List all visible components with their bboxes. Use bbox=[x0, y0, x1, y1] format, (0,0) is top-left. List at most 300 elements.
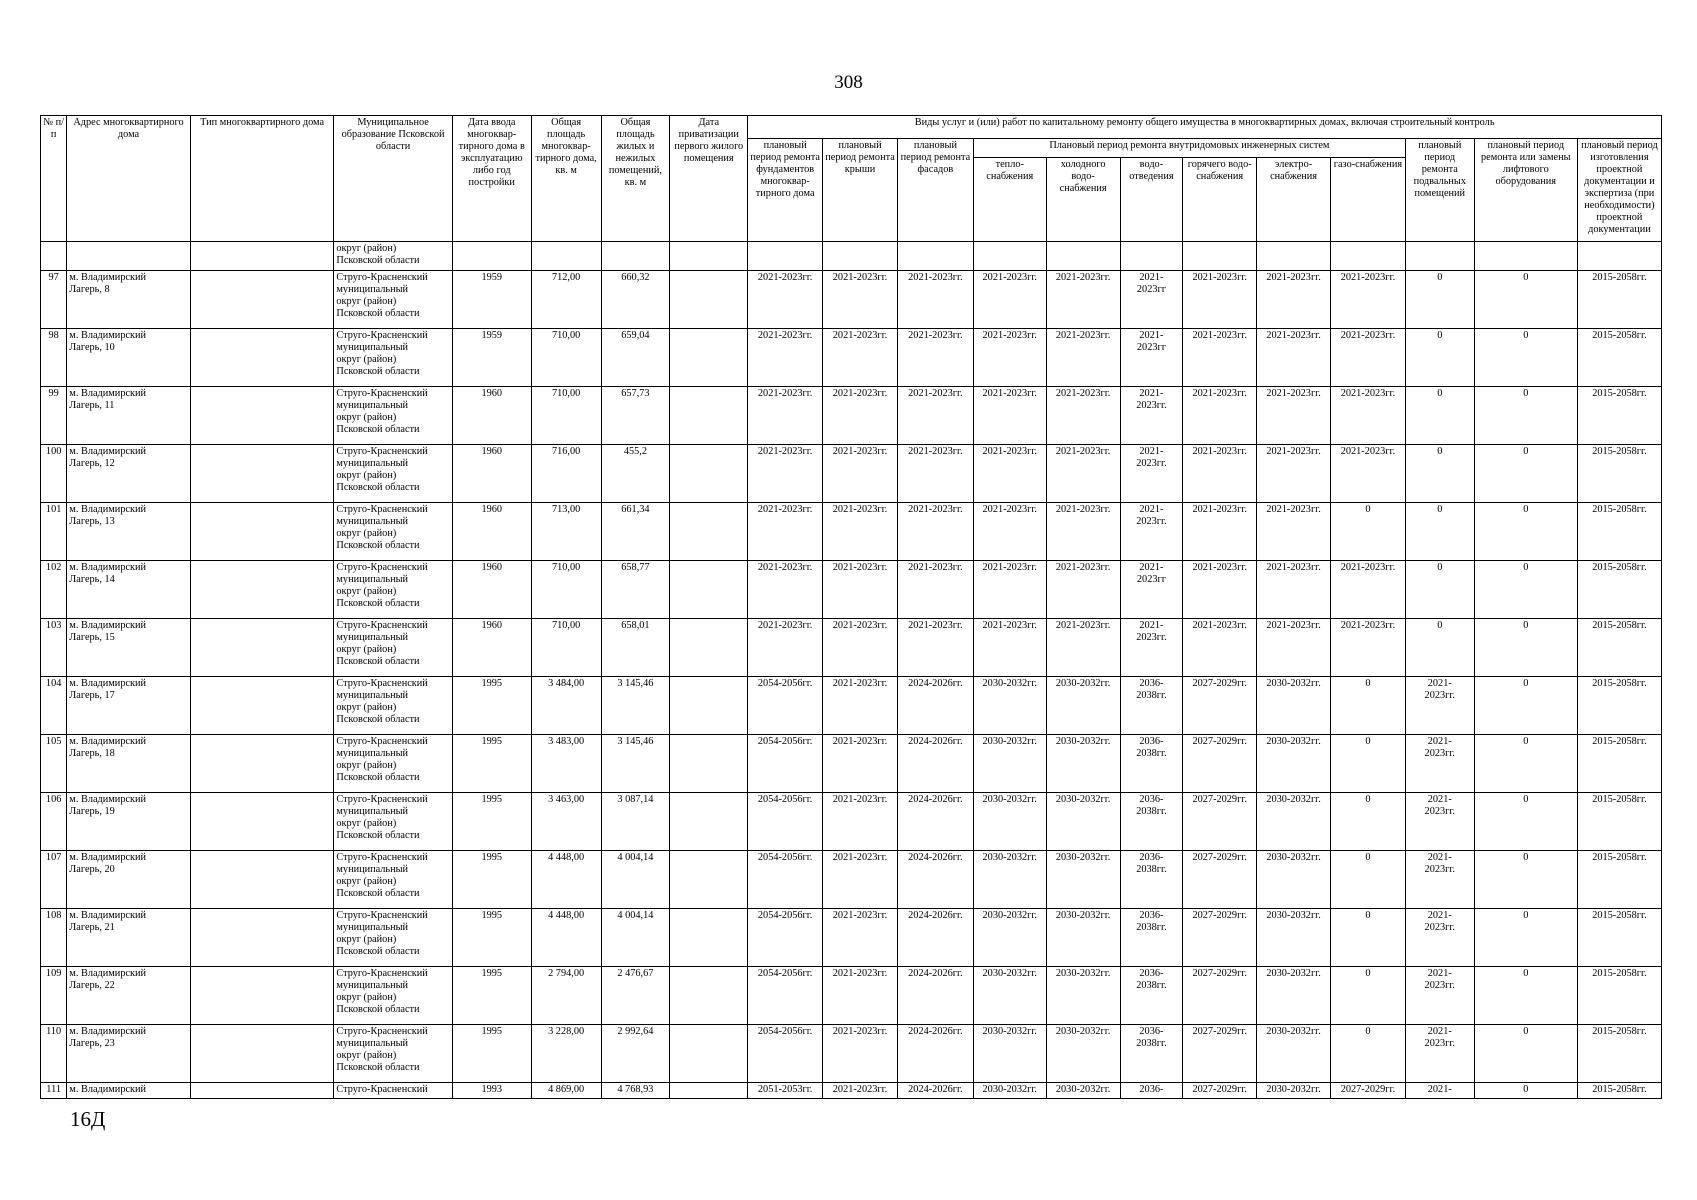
cell-cold-water: 2021-2023гг. bbox=[1046, 445, 1120, 503]
cell-facade: 2024-2026гг. bbox=[897, 677, 973, 735]
cell-gas: 2021-2023гг. bbox=[1331, 445, 1406, 503]
cell-basement: 0 bbox=[1405, 445, 1474, 503]
cell-facade: 2024-2026гг. bbox=[897, 1025, 973, 1083]
cell-privatization bbox=[670, 1025, 748, 1083]
cell-hot-water: 2027-2029гг. bbox=[1183, 1083, 1257, 1099]
cell-design: 2015-2058гг. bbox=[1577, 851, 1661, 909]
cell-heat: 2021-2023гг. bbox=[973, 619, 1046, 677]
cell-municipality: Струго-Красненский муниципальный округ (район) Псковской области bbox=[334, 619, 452, 677]
cell-year: 1995 bbox=[452, 909, 531, 967]
cell-foundation: 2021-2023гг. bbox=[748, 445, 823, 503]
cell-roof: 2021-2023гг. bbox=[823, 561, 898, 619]
cell-hot-water: 2021-2023гг. bbox=[1183, 503, 1257, 561]
cell-design: 2015-2058гг. bbox=[1577, 1083, 1661, 1099]
page-number: 308 bbox=[834, 72, 863, 93]
cell-num: 110 bbox=[41, 1025, 67, 1083]
table-row bbox=[41, 967, 1662, 1025]
cell-gas: 0 bbox=[1331, 503, 1406, 561]
header-drainage: водо-отведения bbox=[1120, 158, 1183, 242]
cell-year: 1995 bbox=[452, 793, 531, 851]
cell-elevator: 0 bbox=[1474, 387, 1577, 445]
cell-drainage: 2036- 2038гг. bbox=[1120, 909, 1183, 967]
cell-total-area: 3 483,00 bbox=[531, 735, 601, 793]
cell-basement: 2021- 2023гг. bbox=[1405, 967, 1474, 1025]
cell-foundation: 2054-2056гг. bbox=[748, 909, 823, 967]
cell-privatization bbox=[670, 387, 748, 445]
cell-type bbox=[190, 1025, 334, 1083]
cell-municipality: Струго-Красненский муниципальный округ (район) Псковской области bbox=[334, 793, 452, 851]
cell-num: 101 bbox=[41, 503, 67, 561]
header-address: Адрес многоквартирного дома bbox=[67, 116, 190, 242]
cell-electricity: 2030-2032гг. bbox=[1257, 1083, 1331, 1099]
cell-address: м. Владимирский Лагерь, 23 bbox=[67, 1025, 190, 1083]
cell-gas: 0 bbox=[1331, 677, 1406, 735]
cell-residential-area: 657,73 bbox=[601, 387, 670, 445]
cell-gas: 0 bbox=[1331, 967, 1406, 1025]
header-privatization-date: Дата приватизации первого жилого помещения bbox=[670, 116, 748, 242]
cell-cold-water: 2030-2032гг. bbox=[1046, 677, 1120, 735]
header-elevator: плановый период ремонта или замены лифтового оборудования bbox=[1474, 139, 1577, 242]
cell-municipality: Струго-Красненский муниципальный округ (район) Псковской области bbox=[334, 735, 452, 793]
cell-municipality: Струго-Красненский муниципальный округ (район) Псковской области bbox=[334, 445, 452, 503]
header-works-group: Виды услуг и (или) работ по капитальному ремонту общего имущества в многоквартирных домах, включая строительный контроль bbox=[748, 116, 1662, 139]
cell-num: 103 bbox=[41, 619, 67, 677]
cell-foundation: 2021-2023гг. bbox=[748, 561, 823, 619]
cell-hot-water: 2027-2029гг. bbox=[1183, 967, 1257, 1025]
cell-roof: 2021-2023гг. bbox=[823, 793, 898, 851]
cell-facade: 2024-2026гг. bbox=[897, 909, 973, 967]
cell-drainage: 2021- 2023гг bbox=[1120, 271, 1183, 329]
cell-privatization bbox=[670, 677, 748, 735]
cell-hot-water: 2021-2023гг. bbox=[1183, 329, 1257, 387]
cell-basement: 2021- bbox=[1405, 1083, 1474, 1099]
cell-drainage: 2036- 2038гг. bbox=[1120, 967, 1183, 1025]
cell-facade: 2021-2023гг. bbox=[897, 445, 973, 503]
cell-residential-area: 658,77 bbox=[601, 561, 670, 619]
cell-roof: 2021-2023гг. bbox=[823, 1025, 898, 1083]
cell-facade: 2021-2023гг. bbox=[897, 329, 973, 387]
continuation-municipality: округ (район) Псковской области bbox=[334, 242, 452, 271]
cell-cold-water: 2030-2032гг. bbox=[1046, 909, 1120, 967]
cell-address: м. Владимирский Лагерь, 8 bbox=[67, 271, 190, 329]
cell-privatization bbox=[670, 735, 748, 793]
cell-year: 1960 bbox=[452, 503, 531, 561]
cell-address: м. Владимирский Лагерь, 13 bbox=[67, 503, 190, 561]
cell-heat: 2021-2023гг. bbox=[973, 329, 1046, 387]
cell-basement: 0 bbox=[1405, 561, 1474, 619]
header-roof: плановый период ремонта крыши bbox=[823, 139, 898, 242]
cell-design: 2015-2058гг. bbox=[1577, 909, 1661, 967]
cell-municipality: Струго-Красненский муниципальный округ (район) Псковской области bbox=[334, 967, 452, 1025]
cell-address: м. Владимирский Лагерь, 10 bbox=[67, 329, 190, 387]
cell-elevator: 0 bbox=[1474, 967, 1577, 1025]
cell-foundation: 2054-2056гг. bbox=[748, 735, 823, 793]
cell-drainage: 2021- 2023гг. bbox=[1120, 387, 1183, 445]
cell-total-area: 4 448,00 bbox=[531, 909, 601, 967]
cell-drainage: 2036- 2038гг. bbox=[1120, 735, 1183, 793]
cell-cold-water: 2030-2032гг. bbox=[1046, 735, 1120, 793]
cell-residential-area: 2 992,64 bbox=[601, 1025, 670, 1083]
cell-cold-water: 2030-2032гг. bbox=[1046, 1025, 1120, 1083]
cell-total-area: 716,00 bbox=[531, 445, 601, 503]
cell-total-area: 3 228,00 bbox=[531, 1025, 601, 1083]
cell-drainage: 2021- 2023гг bbox=[1120, 329, 1183, 387]
cell-hot-water: 2021-2023гг. bbox=[1183, 271, 1257, 329]
cell-basement: 2021- 2023гг. bbox=[1405, 909, 1474, 967]
cell-cold-water: 2030-2032гг. bbox=[1046, 851, 1120, 909]
cell-address: м. Владимирский bbox=[67, 1083, 190, 1099]
cell-num: 102 bbox=[41, 561, 67, 619]
cell-num: 98 bbox=[41, 329, 67, 387]
cell-heat: 2030-2032гг. bbox=[973, 1025, 1046, 1083]
cell-heat: 2030-2032гг. bbox=[973, 967, 1046, 1025]
cell-electricity: 2030-2032гг. bbox=[1257, 909, 1331, 967]
cell-roof: 2021-2023гг. bbox=[823, 851, 898, 909]
cell-year: 1960 bbox=[452, 387, 531, 445]
cell-year: 1995 bbox=[452, 1025, 531, 1083]
cell-heat: 2021-2023гг. bbox=[973, 445, 1046, 503]
header-municipality: Муниципальное образование Псковской области bbox=[334, 116, 452, 242]
cell-hot-water: 2021-2023гг. bbox=[1183, 445, 1257, 503]
header-engineering-group: Плановый период ремонта внутридомовых инженерных систем bbox=[973, 139, 1405, 158]
cell-hot-water: 2027-2029гг. bbox=[1183, 851, 1257, 909]
cell-total-area: 4 869,00 bbox=[531, 1083, 601, 1099]
cell-type bbox=[190, 619, 334, 677]
cell-basement: 0 bbox=[1405, 387, 1474, 445]
cell-foundation: 2054-2056гг. bbox=[748, 793, 823, 851]
cell-facade: 2024-2026гг. bbox=[897, 851, 973, 909]
footer-mark: 16Д bbox=[70, 1107, 106, 1131]
cell-electricity: 2021-2023гг. bbox=[1257, 561, 1331, 619]
cell-municipality: Струго-Красненский муниципальный округ (район) Псковской области bbox=[334, 909, 452, 967]
cell-heat: 2021-2023гг. bbox=[973, 387, 1046, 445]
cell-hot-water: 2021-2023гг. bbox=[1183, 561, 1257, 619]
cell-elevator: 0 bbox=[1474, 851, 1577, 909]
cell-design: 2015-2058гг. bbox=[1577, 735, 1661, 793]
cell-cold-water: 2021-2023гг. bbox=[1046, 329, 1120, 387]
cell-num: 108 bbox=[41, 909, 67, 967]
cell-roof: 2021-2023гг. bbox=[823, 1083, 898, 1099]
cell-facade: 2024-2026гг. bbox=[897, 793, 973, 851]
cell-elevator: 0 bbox=[1474, 329, 1577, 387]
header-electricity: электро-снабжения bbox=[1257, 158, 1331, 242]
cell-municipality: Струго-Красненский муниципальный округ (район) Псковской области bbox=[334, 1025, 452, 1083]
cell-hot-water: 2021-2023гг. bbox=[1183, 387, 1257, 445]
cell-foundation: 2021-2023гг. bbox=[748, 503, 823, 561]
cell-facade: 2021-2023гг. bbox=[897, 619, 973, 677]
cell-type bbox=[190, 677, 334, 735]
cell-drainage: 2036- 2038гг. bbox=[1120, 793, 1183, 851]
cell-elevator: 0 bbox=[1474, 1025, 1577, 1083]
cell-type bbox=[190, 445, 334, 503]
cell-foundation: 2021-2023гг. bbox=[748, 387, 823, 445]
cell-privatization bbox=[670, 329, 748, 387]
cell-electricity: 2030-2032гг. bbox=[1257, 793, 1331, 851]
cell-address: м. Владимирский Лагерь, 12 bbox=[67, 445, 190, 503]
cell-electricity: 2030-2032гг. bbox=[1257, 677, 1331, 735]
cell-municipality: Струго-Красненский муниципальный округ (район) Псковской области bbox=[334, 271, 452, 329]
cell-elevator: 0 bbox=[1474, 735, 1577, 793]
cell-num: 105 bbox=[41, 735, 67, 793]
cell-num: 109 bbox=[41, 967, 67, 1025]
cell-year: 1959 bbox=[452, 329, 531, 387]
table-row bbox=[41, 271, 1662, 329]
cell-heat: 2030-2032гг. bbox=[973, 851, 1046, 909]
header-gas: газо-снабжения bbox=[1331, 158, 1406, 242]
cell-foundation: 2054-2056гг. bbox=[748, 851, 823, 909]
cell-roof: 2021-2023гг. bbox=[823, 909, 898, 967]
cell-municipality: Струго-Красненский bbox=[334, 1083, 452, 1099]
cell-total-area: 2 794,00 bbox=[531, 967, 601, 1025]
table-row bbox=[41, 735, 1662, 793]
cell-address: м. Владимирский Лагерь, 21 bbox=[67, 909, 190, 967]
cell-hot-water: 2027-2029гг. bbox=[1183, 793, 1257, 851]
cell-type bbox=[190, 851, 334, 909]
cell-address: м. Владимирский Лагерь, 11 bbox=[67, 387, 190, 445]
cell-municipality: Струго-Красненский муниципальный округ (район) Псковской области bbox=[334, 561, 452, 619]
cell-municipality: Струго-Красненский муниципальный округ (район) Псковской области bbox=[334, 677, 452, 735]
cell-elevator: 0 bbox=[1474, 561, 1577, 619]
cell-hot-water: 2027-2029гг. bbox=[1183, 677, 1257, 735]
cell-residential-area: 4 004,14 bbox=[601, 851, 670, 909]
cell-gas: 2021-2023гг. bbox=[1331, 329, 1406, 387]
cell-foundation: 2054-2056гг. bbox=[748, 677, 823, 735]
cell-electricity: 2030-2032гг. bbox=[1257, 1025, 1331, 1083]
cell-facade: 2021-2023гг. bbox=[897, 503, 973, 561]
cell-address: м. Владимирский Лагерь, 18 bbox=[67, 735, 190, 793]
cell-cold-water: 2030-2032гг. bbox=[1046, 1083, 1120, 1099]
cell-type bbox=[190, 1083, 334, 1099]
cell-drainage: 2036- 2038гг. bbox=[1120, 851, 1183, 909]
cell-gas: 0 bbox=[1331, 1025, 1406, 1083]
cell-foundation: 2054-2056гг. bbox=[748, 967, 823, 1025]
header-num: № п/п bbox=[41, 116, 67, 242]
cell-type bbox=[190, 503, 334, 561]
cell-gas: 2021-2023гг. bbox=[1331, 271, 1406, 329]
cell-roof: 2021-2023гг. bbox=[823, 387, 898, 445]
cell-type bbox=[190, 329, 334, 387]
cell-year: 1960 bbox=[452, 445, 531, 503]
cell-roof: 2021-2023гг. bbox=[823, 503, 898, 561]
cell-privatization bbox=[670, 619, 748, 677]
cell-residential-area: 660,32 bbox=[601, 271, 670, 329]
cell-hot-water: 2027-2029гг. bbox=[1183, 1025, 1257, 1083]
cell-type bbox=[190, 561, 334, 619]
cell-foundation: 2021-2023гг. bbox=[748, 329, 823, 387]
header-heat: тепло-снабжения bbox=[973, 158, 1046, 242]
cell-drainage: 2036- 2038гг. bbox=[1120, 1025, 1183, 1083]
cell-municipality: Струго-Красненский муниципальный округ (район) Псковской области bbox=[334, 387, 452, 445]
cell-privatization bbox=[670, 909, 748, 967]
table-row bbox=[41, 445, 1662, 503]
cell-hot-water: 2027-2029гг. bbox=[1183, 735, 1257, 793]
cell-elevator: 0 bbox=[1474, 503, 1577, 561]
cell-privatization bbox=[670, 445, 748, 503]
cell-residential-area: 3 145,46 bbox=[601, 735, 670, 793]
cell-hot-water: 2021-2023гг. bbox=[1183, 619, 1257, 677]
cell-basement: 0 bbox=[1405, 619, 1474, 677]
cell-address: м. Владимирский Лагерь, 17 bbox=[67, 677, 190, 735]
cell-roof: 2021-2023гг. bbox=[823, 271, 898, 329]
cell-design: 2015-2058гг. bbox=[1577, 1025, 1661, 1083]
cell-num: 106 bbox=[41, 793, 67, 851]
cell-privatization bbox=[670, 271, 748, 329]
cell-residential-area: 4 004,14 bbox=[601, 909, 670, 967]
table-row bbox=[41, 677, 1662, 735]
cell-heat: 2030-2032гг. bbox=[973, 677, 1046, 735]
cell-address: м. Владимирский Лагерь, 15 bbox=[67, 619, 190, 677]
header-residential-area: Общая площадь жилых и нежилых помещений, кв. м bbox=[601, 116, 670, 242]
cell-residential-area: 3 087,14 bbox=[601, 793, 670, 851]
cell-electricity: 2021-2023гг. bbox=[1257, 329, 1331, 387]
cell-year: 1995 bbox=[452, 677, 531, 735]
capital-repair-table bbox=[40, 115, 1662, 1099]
cell-design: 2015-2058гг. bbox=[1577, 793, 1661, 851]
cell-num: 107 bbox=[41, 851, 67, 909]
cell-year: 1960 bbox=[452, 561, 531, 619]
cell-elevator: 0 bbox=[1474, 677, 1577, 735]
cell-gas: 2027-2029гг. bbox=[1331, 1083, 1406, 1099]
cell-gas: 2021-2023гг. bbox=[1331, 387, 1406, 445]
cell-type bbox=[190, 387, 334, 445]
cell-basement: 2021- 2023гг. bbox=[1405, 677, 1474, 735]
cell-roof: 2021-2023гг. bbox=[823, 329, 898, 387]
cell-facade: 2021-2023гг. bbox=[897, 271, 973, 329]
table-row bbox=[41, 1083, 1662, 1099]
cell-basement: 0 bbox=[1405, 503, 1474, 561]
cell-roof: 2021-2023гг. bbox=[823, 445, 898, 503]
cell-facade: 2021-2023гг. bbox=[897, 387, 973, 445]
cell-municipality: Струго-Красненский муниципальный округ (район) Псковской области bbox=[334, 329, 452, 387]
header-total-area: Общая площадь многоквар-тирного дома, кв. м bbox=[531, 116, 601, 242]
cell-gas: 2021-2023гг. bbox=[1331, 561, 1406, 619]
header-type: Тип многоквартирного дома bbox=[190, 116, 334, 242]
cell-residential-area: 661,34 bbox=[601, 503, 670, 561]
cell-cold-water: 2030-2032гг. bbox=[1046, 967, 1120, 1025]
cell-year: 1995 bbox=[452, 967, 531, 1025]
cell-privatization bbox=[670, 793, 748, 851]
cell-total-area: 3 463,00 bbox=[531, 793, 601, 851]
cell-privatization bbox=[670, 1083, 748, 1099]
cell-type bbox=[190, 967, 334, 1025]
cell-num: 111 bbox=[41, 1083, 67, 1099]
cell-residential-area: 659,04 bbox=[601, 329, 670, 387]
table-row bbox=[41, 561, 1662, 619]
header-facade: плановый период ремонта фасадов bbox=[897, 139, 973, 242]
table-row bbox=[41, 503, 1662, 561]
header-cold-water: холодного водо-снабжения bbox=[1046, 158, 1120, 242]
cell-electricity: 2021-2023гг. bbox=[1257, 445, 1331, 503]
cell-facade: 2021-2023гг. bbox=[897, 561, 973, 619]
cell-type bbox=[190, 735, 334, 793]
cell-heat: 2030-2032гг. bbox=[973, 735, 1046, 793]
table-row bbox=[41, 851, 1662, 909]
cell-drainage: 2021- 2023гг. bbox=[1120, 619, 1183, 677]
cell-drainage: 2021- 2023гг. bbox=[1120, 503, 1183, 561]
cell-design: 2015-2058гг. bbox=[1577, 619, 1661, 677]
cell-roof: 2021-2023гг. bbox=[823, 735, 898, 793]
header-design: плановый период изготовления проектной документации и экспертиза (при необходимости) проектной документации bbox=[1577, 139, 1661, 242]
cell-total-area: 713,00 bbox=[531, 503, 601, 561]
cell-privatization bbox=[670, 851, 748, 909]
cell-total-area: 3 484,00 bbox=[531, 677, 601, 735]
cell-gas: 2021-2023гг. bbox=[1331, 619, 1406, 677]
cell-residential-area: 4 768,93 bbox=[601, 1083, 670, 1099]
cell-year: 1960 bbox=[452, 619, 531, 677]
cell-elevator: 0 bbox=[1474, 445, 1577, 503]
cell-num: 100 bbox=[41, 445, 67, 503]
continuation-row bbox=[41, 242, 1662, 271]
cell-basement: 0 bbox=[1405, 271, 1474, 329]
cell-design: 2015-2058гг. bbox=[1577, 503, 1661, 561]
cell-basement: 2021- 2023гг. bbox=[1405, 851, 1474, 909]
cell-address: м. Владимирский Лагерь, 19 bbox=[67, 793, 190, 851]
table-row bbox=[41, 619, 1662, 677]
header-foundation: плановый период ремонта фундаментов многоквар-тирного дома bbox=[748, 139, 823, 242]
cell-heat: 2021-2023гг. bbox=[973, 503, 1046, 561]
cell-cold-water: 2021-2023гг. bbox=[1046, 503, 1120, 561]
cell-cold-water: 2021-2023гг. bbox=[1046, 619, 1120, 677]
cell-residential-area: 3 145,46 bbox=[601, 677, 670, 735]
cell-type bbox=[190, 271, 334, 329]
cell-roof: 2021-2023гг. bbox=[823, 967, 898, 1025]
header-commission-date: Дата ввода многоквар-тирного дома в эксплуатацию либо год постройки bbox=[452, 116, 531, 242]
cell-electricity: 2021-2023гг. bbox=[1257, 503, 1331, 561]
cell-electricity: 2021-2023гг. bbox=[1257, 387, 1331, 445]
cell-basement: 2021- 2023гг. bbox=[1405, 793, 1474, 851]
cell-drainage: 2021- 2023гг bbox=[1120, 561, 1183, 619]
cell-num: 99 bbox=[41, 387, 67, 445]
cell-type bbox=[190, 793, 334, 851]
cell-foundation: 2021-2023гг. bbox=[748, 619, 823, 677]
cell-heat: 2030-2032гг. bbox=[973, 1083, 1046, 1099]
cell-foundation: 2051-2053гг. bbox=[748, 1083, 823, 1099]
cell-gas: 0 bbox=[1331, 735, 1406, 793]
table-row bbox=[41, 909, 1662, 967]
cell-drainage: 2036- 2038гг. bbox=[1120, 677, 1183, 735]
cell-total-area: 710,00 bbox=[531, 387, 601, 445]
cell-design: 2015-2058гг. bbox=[1577, 387, 1661, 445]
cell-privatization bbox=[670, 967, 748, 1025]
cell-drainage: 2021- 2023гг. bbox=[1120, 445, 1183, 503]
cell-basement: 2021- 2023гг. bbox=[1405, 1025, 1474, 1083]
table-row bbox=[41, 793, 1662, 851]
cell-residential-area: 658,01 bbox=[601, 619, 670, 677]
cell-heat: 2021-2023гг. bbox=[973, 271, 1046, 329]
cell-gas: 0 bbox=[1331, 909, 1406, 967]
header-hot-water: горячего водо-снабжения bbox=[1183, 158, 1257, 242]
cell-address: м. Владимирский Лагерь, 20 bbox=[67, 851, 190, 909]
cell-facade: 2024-2026гг. bbox=[897, 1083, 973, 1099]
cell-total-area: 712,00 bbox=[531, 271, 601, 329]
cell-design: 2015-2058гг. bbox=[1577, 445, 1661, 503]
cell-elevator: 0 bbox=[1474, 271, 1577, 329]
cell-total-area: 710,00 bbox=[531, 329, 601, 387]
cell-type bbox=[190, 909, 334, 967]
cell-total-area: 4 448,00 bbox=[531, 851, 601, 909]
cell-basement: 0 bbox=[1405, 329, 1474, 387]
cell-elevator: 0 bbox=[1474, 619, 1577, 677]
cell-facade: 2024-2026гг. bbox=[897, 967, 973, 1025]
header-basement: плановый период ремонта подвальных помещений bbox=[1405, 139, 1474, 242]
cell-elevator: 0 bbox=[1474, 793, 1577, 851]
cell-basement: 2021- 2023гг. bbox=[1405, 735, 1474, 793]
cell-heat: 2030-2032гг. bbox=[973, 909, 1046, 967]
cell-foundation: 2054-2056гг. bbox=[748, 1025, 823, 1083]
cell-elevator: 0 bbox=[1474, 909, 1577, 967]
cell-electricity: 2021-2023гг. bbox=[1257, 271, 1331, 329]
cell-hot-water: 2027-2029гг. bbox=[1183, 909, 1257, 967]
